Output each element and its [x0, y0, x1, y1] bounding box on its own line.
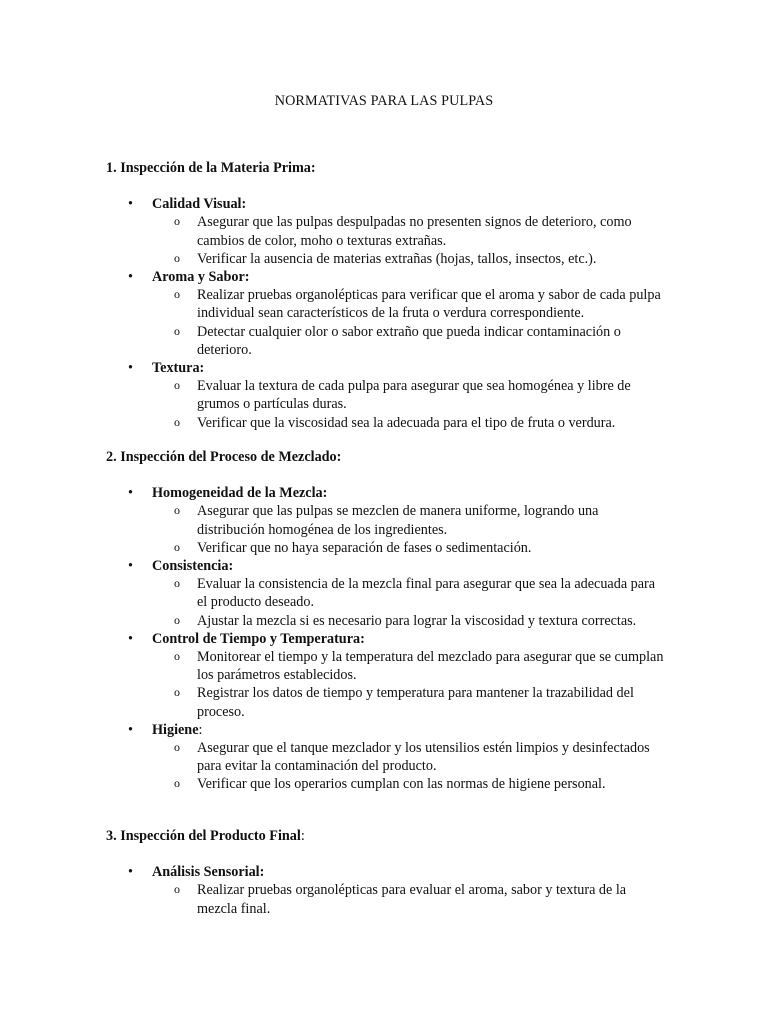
sub-item-text: Monitorear el tiempo y la temperatura del mezclado para asegurar que se cumplan los parámetros establecidos. — [197, 649, 664, 684]
sub-bullet-icon: o — [174, 882, 180, 897]
sub-list — [152, 213, 676, 268]
section-heading-colon: : — [300, 828, 305, 844]
item-label: Aroma y Sabor: — [152, 269, 250, 286]
sub-list-item — [152, 323, 676, 359]
bullet-icon: • — [128, 864, 133, 881]
sub-item-text: Asegurar que las pulpas despulpadas no presenten signos de deterioro, como cambios de color, moho o texturas extrañas. — [197, 214, 632, 249]
sub-list-item — [152, 502, 676, 538]
sub-bullet-icon: o — [174, 323, 180, 338]
sub-bullet-icon: o — [174, 576, 180, 591]
bullet-icon: • — [128, 558, 133, 575]
sub-bullet-icon: o — [174, 649, 180, 664]
sub-item-text: Realizar pruebas organolépticas para verificar que el aroma y sabor de cada pulpa individual sean característicos de la fruta o verdura correspondiente. — [197, 287, 661, 322]
sub-list — [152, 739, 676, 794]
list-item — [106, 359, 676, 432]
sub-bullet-icon: o — [174, 214, 180, 229]
sub-list-item — [152, 739, 676, 775]
bullet-icon: • — [128, 269, 133, 286]
section-heading-text: 3. Inspección del Producto Final — [106, 828, 301, 844]
section-proceso-mezclado — [106, 448, 676, 794]
sub-list-item — [152, 414, 676, 432]
sub-bullet-icon: o — [174, 740, 180, 755]
item-label: Análisis Sensorial: — [152, 864, 265, 881]
sub-item-text: Verificar la ausencia de materias extrañas (hojas, tallos, insectos, etc.). — [197, 250, 597, 267]
sub-bullet-icon: o — [174, 378, 180, 393]
sub-bullet-icon: o — [174, 539, 180, 554]
section-materia-prima — [106, 159, 676, 432]
sub-bullet-icon: o — [174, 612, 180, 627]
list-item — [106, 630, 676, 721]
sub-list-item — [152, 684, 676, 720]
sub-list-item — [152, 612, 676, 630]
sub-list — [152, 881, 676, 917]
item-label — [152, 722, 202, 738]
item-label: Homogeneidad de la Mezcla: — [152, 485, 328, 502]
sub-bullet-icon: o — [174, 287, 180, 302]
sub-list-item — [152, 881, 676, 917]
list-item — [106, 557, 676, 630]
section-heading: 2. Inspección del Proceso de Mezclado: — [106, 449, 342, 465]
section-heading — [106, 827, 676, 845]
document-title: NORMATIVAS PARA LAS PULPAS — [274, 93, 494, 109]
sub-list — [152, 377, 676, 432]
sub-item-text: Evaluar la textura de cada pulpa para asegurar que sea homogénea y libre de grumos o partículas duras. — [197, 378, 631, 413]
sub-item-text: Asegurar que las pulpas se mezclen de manera uniforme, logrando una distribución homogénea de los ingredientes. — [197, 503, 599, 538]
sub-bullet-icon: o — [174, 414, 180, 429]
sub-list — [152, 648, 676, 721]
sub-list-item — [152, 539, 676, 557]
item-label: Calidad Visual: — [152, 196, 247, 213]
sub-item-text: Verificar que la viscosidad sea la adecuada para el tipo de fruta o verdura. — [197, 414, 616, 431]
sub-item-text: Detectar cualquier olor o sabor extraño que pueda indicar contaminación o deterioro. — [197, 323, 621, 358]
list-item — [106, 268, 676, 359]
section-heading: 1. Inspección de la Materia Prima: — [106, 160, 316, 176]
item-label-text: Higiene — [152, 721, 199, 738]
bullet-icon: • — [128, 485, 133, 502]
bullet-icon: • — [128, 360, 133, 377]
section-item-list — [106, 863, 676, 918]
section-item-list — [106, 195, 676, 432]
sub-item-text: Verificar que los operarios cumplan con las normas de higiene personal. — [197, 776, 606, 793]
sub-bullet-icon: o — [174, 503, 180, 518]
sub-item-text: Asegurar que el tanque mezclador y los utensilios estén limpios y desinfectados para evitar la contaminación del producto. — [197, 740, 650, 775]
sub-list-item — [152, 250, 676, 268]
section-producto-final — [106, 827, 676, 918]
sub-list — [152, 575, 676, 630]
sub-list-item — [152, 213, 676, 249]
sub-list-item — [152, 775, 676, 793]
sub-item-text: Realizar pruebas organolépticas para evaluar el aroma, sabor y textura de la mezcla final. — [197, 882, 627, 917]
sub-list — [152, 286, 676, 359]
section-item-list — [106, 484, 676, 793]
list-item — [106, 195, 676, 268]
bullet-icon: • — [128, 721, 133, 738]
sub-list-item — [152, 648, 676, 684]
item-label: Consistencia: — [152, 558, 234, 575]
sub-item-text: Verificar que no haya separación de fases o sedimentación. — [197, 539, 532, 556]
sub-bullet-icon: o — [174, 685, 180, 700]
sub-bullet-icon: o — [174, 250, 180, 265]
list-item — [106, 484, 676, 557]
sub-item-text: Ajustar la mezcla si es necesario para lograr la viscosidad y textura correctas. — [197, 612, 637, 629]
list-item — [106, 721, 676, 794]
sub-list-item — [152, 286, 676, 322]
sub-list-item — [152, 377, 676, 413]
item-label: Textura: — [152, 360, 205, 377]
bullet-icon: • — [128, 196, 133, 213]
sub-item-text: Registrar los datos de tiempo y temperatura para mantener la trazabilidad del proceso. — [197, 685, 634, 720]
item-label-colon: : — [198, 721, 203, 738]
sub-list — [152, 502, 676, 557]
sub-bullet-icon: o — [174, 776, 180, 791]
bullet-icon: • — [128, 630, 133, 647]
sub-list-item — [152, 575, 676, 611]
sub-item-text: Evaluar la consistencia de la mezcla final para asegurar que sea la adecuada para el producto deseado. — [197, 576, 656, 611]
item-label: Control de Tiempo y Temperatura: — [152, 630, 365, 647]
list-item — [106, 863, 676, 918]
